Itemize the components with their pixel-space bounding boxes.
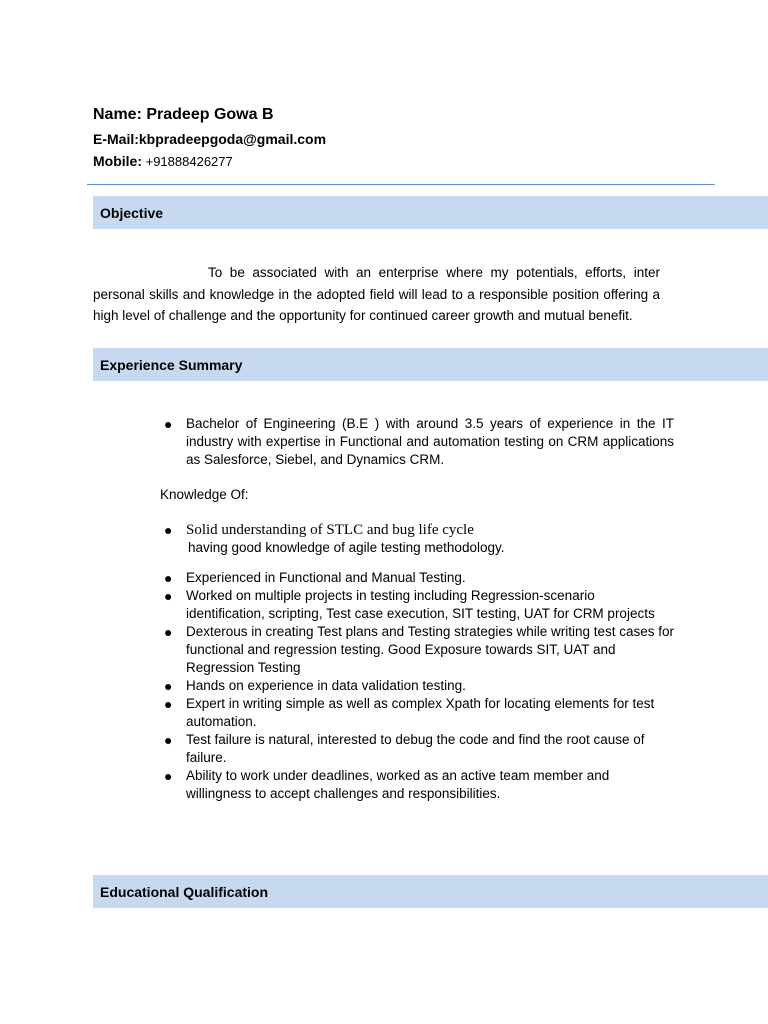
bullet-icon: ● (164, 732, 173, 748)
bullet-icon: ● (164, 678, 173, 694)
list-item (164, 767, 674, 803)
section-experience-summary: Experience Summary (93, 348, 768, 381)
list-item-subtext: having good knowledge of agile testing methodology. (188, 540, 505, 555)
bullet-icon: ● (164, 768, 173, 784)
list-item-text: Solid understanding of STLC and bug life cycle (186, 522, 474, 538)
knowledge-label: Knowledge Of: (160, 487, 249, 502)
list-item-text: Hands on experience in data validation testing. (186, 678, 466, 693)
knowledge-list (164, 569, 674, 803)
list-item (164, 521, 674, 557)
list-item-text: Experienced in Functional and Manual Testing. (186, 570, 466, 585)
list-item (164, 695, 674, 731)
bullet-icon: ● (164, 624, 173, 640)
list-item-text: Dexterous in creating Test plans and Testing strategies while writing test cases for functional and regression testing. Good Exposure towards SIT, UAT and Regression Testing (186, 624, 674, 675)
list-item (164, 415, 674, 469)
list-item-text: Worked on multiple projects in testing including Regression-scenario identification, scripting, Test case execution, SIT testing, UAT for CRM projects (186, 588, 655, 621)
mobile-line (93, 153, 233, 169)
experience-intro-list (164, 415, 674, 469)
email-line: E-Mail:kbpradeepgoda@gmail.com (93, 131, 327, 147)
list-item (164, 731, 674, 767)
objective-text: To be associated with an enterprise where my potentials, efforts, inter personal skills and knowledge in the adopted field will lead to a responsible position offering a high level of challenge and the opportunity for continued career growth and mutual benefit. (93, 265, 660, 323)
mobile-value: +91888426277 (142, 154, 233, 169)
knowledge-stlc-list (164, 521, 674, 557)
section-objective: Objective (93, 196, 768, 229)
candidate-name: Name: Pradeep Gowa B (93, 106, 274, 123)
list-item-text: Ability to work under deadlines, worked as an active team member and willingness to accept challenges and responsibilities. (186, 768, 610, 801)
mobile-label: Mobile: (93, 153, 142, 169)
list-item-text: Test failure is natural, interested to debug the code and find the root cause of failure. (186, 732, 645, 765)
bullet-icon: ● (164, 416, 173, 432)
section-educational-qualification: Educational Qualification (93, 875, 768, 908)
bullet-icon: ● (164, 588, 173, 604)
bullet-icon: ● (164, 696, 173, 712)
list-item (164, 569, 674, 587)
list-item-text: Bachelor of Engineering (B.E ) with around 3.5 years of experience in the IT industry with expertise in Functional and automation testing on CRM applications as Salesforce, Siebel, and Dynamics CRM. (186, 416, 674, 467)
header-divider (87, 184, 715, 185)
bullet-icon: ● (164, 522, 173, 538)
list-item (164, 587, 674, 623)
list-item-text: Expert in writing simple as well as complex Xpath for locating elements for test automation. (186, 696, 655, 729)
list-item (164, 677, 674, 695)
bullet-icon: ● (164, 570, 173, 586)
list-item (164, 623, 674, 677)
